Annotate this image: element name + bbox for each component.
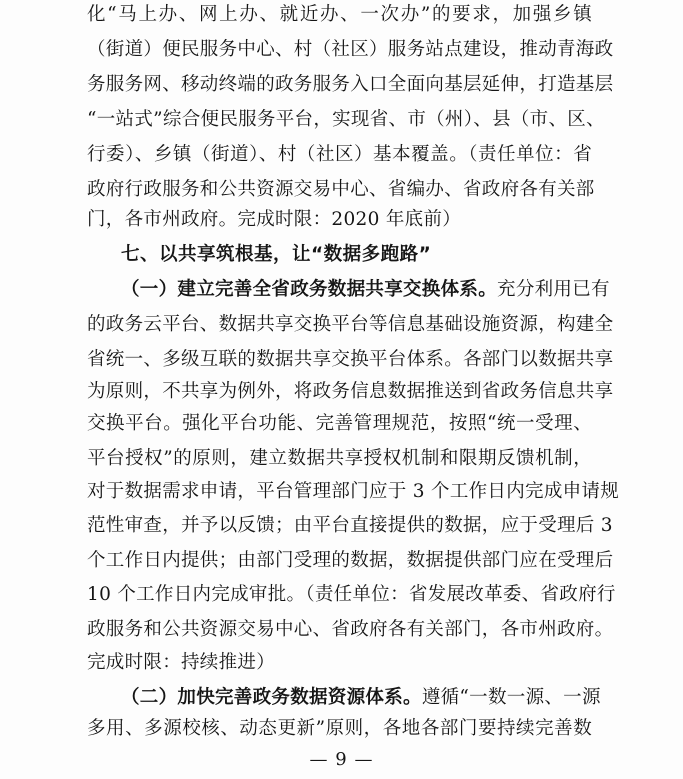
body-text-line: 政府行政服务和公共资源交易中心、省编办、省政府各有关部 <box>87 179 595 200</box>
body-text-line: 化“马上办、网上办、就近办、一次办”的要求，加强乡镇 <box>87 4 592 25</box>
body-text-line: 完成时限：持续推进） <box>87 652 276 673</box>
body-text-line: 多用、多源校核、动态更新”原则，各地各部门要持续完善数 <box>87 718 592 739</box>
section-heading: 七、以共享筑根基，让“数据多跑路” <box>121 244 432 265</box>
subsection-title: （二）加快完善政务数据资源体系。 <box>121 687 422 708</box>
body-text-line: 10 个工作日内完成审批。（责任单位：省发展改革委、省政府行 <box>87 584 616 605</box>
body-text-fragment: 充分利用已有 <box>497 279 610 300</box>
body-text-line: 务服务网、移动终端的政务服务入口全面向基层延伸，打造基层 <box>87 74 614 95</box>
body-text-line: 范性审查，并予以反馈；由平台直接提供的数据，应于受理后 3 <box>87 515 613 536</box>
body-text-line: 对于数据需求申请，平台管理部门应于 3 个工作日内完成申请规 <box>87 481 620 502</box>
body-text-line: 省统一、多级互联的数据共享交换平台体系。各部门以数据共享 <box>87 349 614 370</box>
subsection-title: （一）建立完善全省政务数据共享交换体系。 <box>121 279 498 300</box>
body-text-line: （街道）便民服务中心、村（社区）服务站点建设，推动青海政 <box>87 39 614 60</box>
paragraph-lead-line <box>121 685 601 711</box>
body-text-line: 为原则，不共享为例外，将政务信息数据推送到省政务信息共享 <box>87 381 614 402</box>
body-text-fragment: 遵循“一数一源、一源 <box>421 687 601 708</box>
paragraph-lead-line <box>121 277 610 303</box>
body-text-line: 个工作日内提供；由部门受理的数据，数据提供部门应在受理后 <box>87 550 614 571</box>
body-text-line: 门，各市州政府。完成时限：2020 年底前） <box>87 209 462 230</box>
page-number: — 9 — <box>309 749 374 770</box>
body-text-line: 行委）、乡镇（街道）、村（社区）基本覆盖。（责任单位：省 <box>87 144 592 165</box>
body-text-line: 平台授权”的原则，建立数据共享授权机制和限期反馈机制， <box>87 448 592 469</box>
body-text-line: “一站式”综合便民服务平台，实现省、市（州）、县（市、区、 <box>87 109 605 130</box>
body-text-line: 政服务和公共资源交易中心、省政府各有关部门，各市州政府。 <box>87 619 614 640</box>
body-text-line: 的政务云平台、数据共享交换平台等信息基础设施资源，构建全 <box>87 314 614 335</box>
body-text-line: 交换平台。强化平台功能、完善管理规范，按照“统一受理、 <box>87 413 592 434</box>
